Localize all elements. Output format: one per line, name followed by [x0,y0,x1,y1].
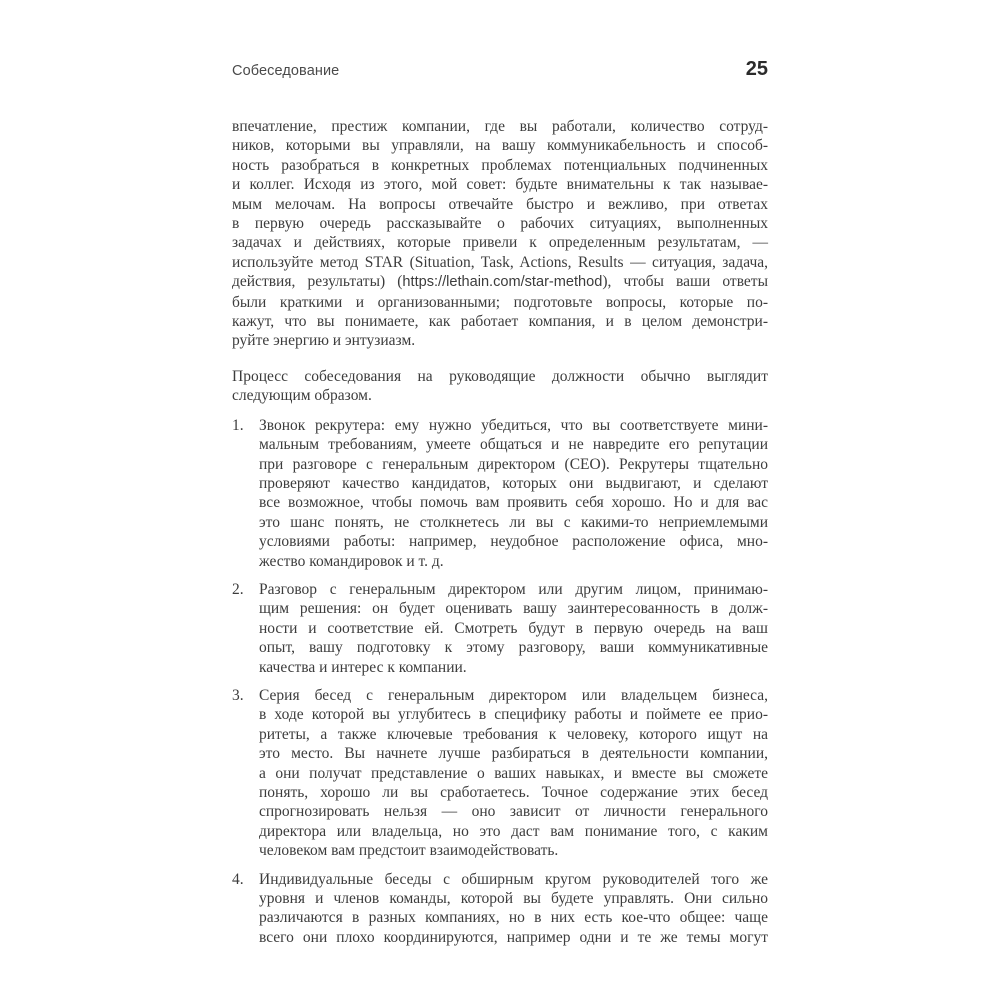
text-line: щим решения: он будет оценивать вашу заинтересованность в долж- [259,600,768,618]
text-line: понять, хорошо ли вы сработаетесь. Точное содержание этих бесед [259,784,768,801]
text-line: всего они плохо координируются, например одни и те же темы могут [259,928,768,946]
text-line: это шанс понять, не столкнетесь ли вы с какими-то неприемлемыми [259,513,768,531]
text-line: ников, которыми вы управляли, на вашу коммуникабельность и способ- [232,137,768,155]
text-line: директора или владельца, но это даст вам понимание того, с каким [259,822,768,840]
text-line: используйте метод STAR (Situation, Task, Actions, Results — ситуация, задача, [232,253,768,271]
page-number: 25 [745,58,768,80]
text-line: жество командировок и т. д. [259,552,444,570]
list-item-number: 1. [232,416,244,434]
text-line: мальным требованиям, умеете общаться и не навредите его репутации [259,436,768,454]
list-item [232,416,768,571]
text-line: Серия бесед с генеральным директором или владельцем бизнеса, [259,686,768,704]
list-item-body [259,416,768,571]
list-item-body [259,686,768,861]
text-line: ность разобраться в конкретных проблемах потенциальных подчиненных [232,156,768,174]
text-line: условиями работы: например, неудобное расположение офиса, мно- [259,533,768,551]
paragraph-continuation [232,117,768,351]
text-segment: ), чтобы ваши ответы [602,273,768,291]
text-line: ности и соответствие ей. Смотреть будут в первую очередь на ваш [259,619,768,637]
text-line: а они получат представление о ваших навыках, и вместе вы сможете [259,764,768,782]
list-item-number: 3. [232,686,244,704]
text-line: в ходе которой вы углубитесь в специфику работы и поймете ее прио- [259,706,768,724]
text-segment: действия, результаты) ( [232,273,403,291]
list-item-number: 4. [232,870,244,888]
page-header [232,58,768,81]
page-body [232,117,768,947]
paragraph-intro [232,367,768,406]
text-line: впечатление, престиж компании, где вы работали, количество сотруд- [232,118,768,135]
text-line: следующим образом. [232,387,372,405]
text-line: Звонок рекрутера: ему нужно убедиться, что вы соответствуете мини- [259,416,768,434]
text-line: руйте энергию и энтузиазм. [232,332,416,350]
text-line: опыт, вашу подготовку к этому разговору, ваши коммуникативные [259,639,768,657]
list-item-body [259,580,768,677]
text-line: были краткими и организованными; подготовьте вопросы, которые по- [232,293,768,311]
text-line: в первую очередь рассказывайте о рабочих ситуациях, выполненных [232,215,768,233]
text-line: задачах и действиях, которые привели к определенным результатам, — [232,234,768,252]
text-line: ритеты, а также ключевые требования к человеку, которого ищут на [259,725,768,743]
text-line: и коллег. Исходя из этого, мой совет: будьте внимательны к так называе- [232,176,768,194]
interview-steps-list [232,416,768,948]
list-item [232,686,768,861]
text-line: Индивидуальные беседы с обширным кругом руководителей того же [259,870,768,888]
text-line: различаются в разных компаниях, но в них есть кое-что общее: чаще [259,909,768,927]
list-item-body [259,870,768,948]
text-line: Разговор с генеральным директором или другим лицом, принимаю- [259,580,768,598]
text-line: проверяют качество кандидатов, которых они выдвигают, и сделают [259,474,768,492]
text-line: при разговоре с генеральным директором (CEO). Рекрутеры тщательно [259,455,768,473]
text-line: качества и интерес к компании. [259,658,467,676]
inline-url: https://lethain.com/star-method [402,274,603,291]
text-line: спрогнозировать нельзя — оно зависит от личности генерального [259,803,768,821]
list-item [232,870,768,948]
list-item-number: 2. [232,580,244,598]
text-line: это место. Вы начнете лучше разбираться в деятельности компании, [259,745,768,763]
text-line: мым мелочам. На вопросы отвечайте быстро и вежливо, при ответах [232,195,768,213]
text-line: все возможное, чтобы помочь вам проявить себя хорошо. Но и для вас [259,494,768,512]
text-line: Процесс собеседования на руководящие должности обычно выглядит [232,367,768,385]
running-header-title: Собеседование [232,63,340,79]
text-line: кажут, что вы понимаете, как работает компания, и в целом демонстри- [232,313,768,331]
text-line [232,272,768,292]
list-item [232,580,768,677]
text-line: человеком вам предстоит взаимодействовать. [259,842,559,860]
text-line: уровня и членов команды, которой вы будете управлять. Они сильно [259,890,768,908]
